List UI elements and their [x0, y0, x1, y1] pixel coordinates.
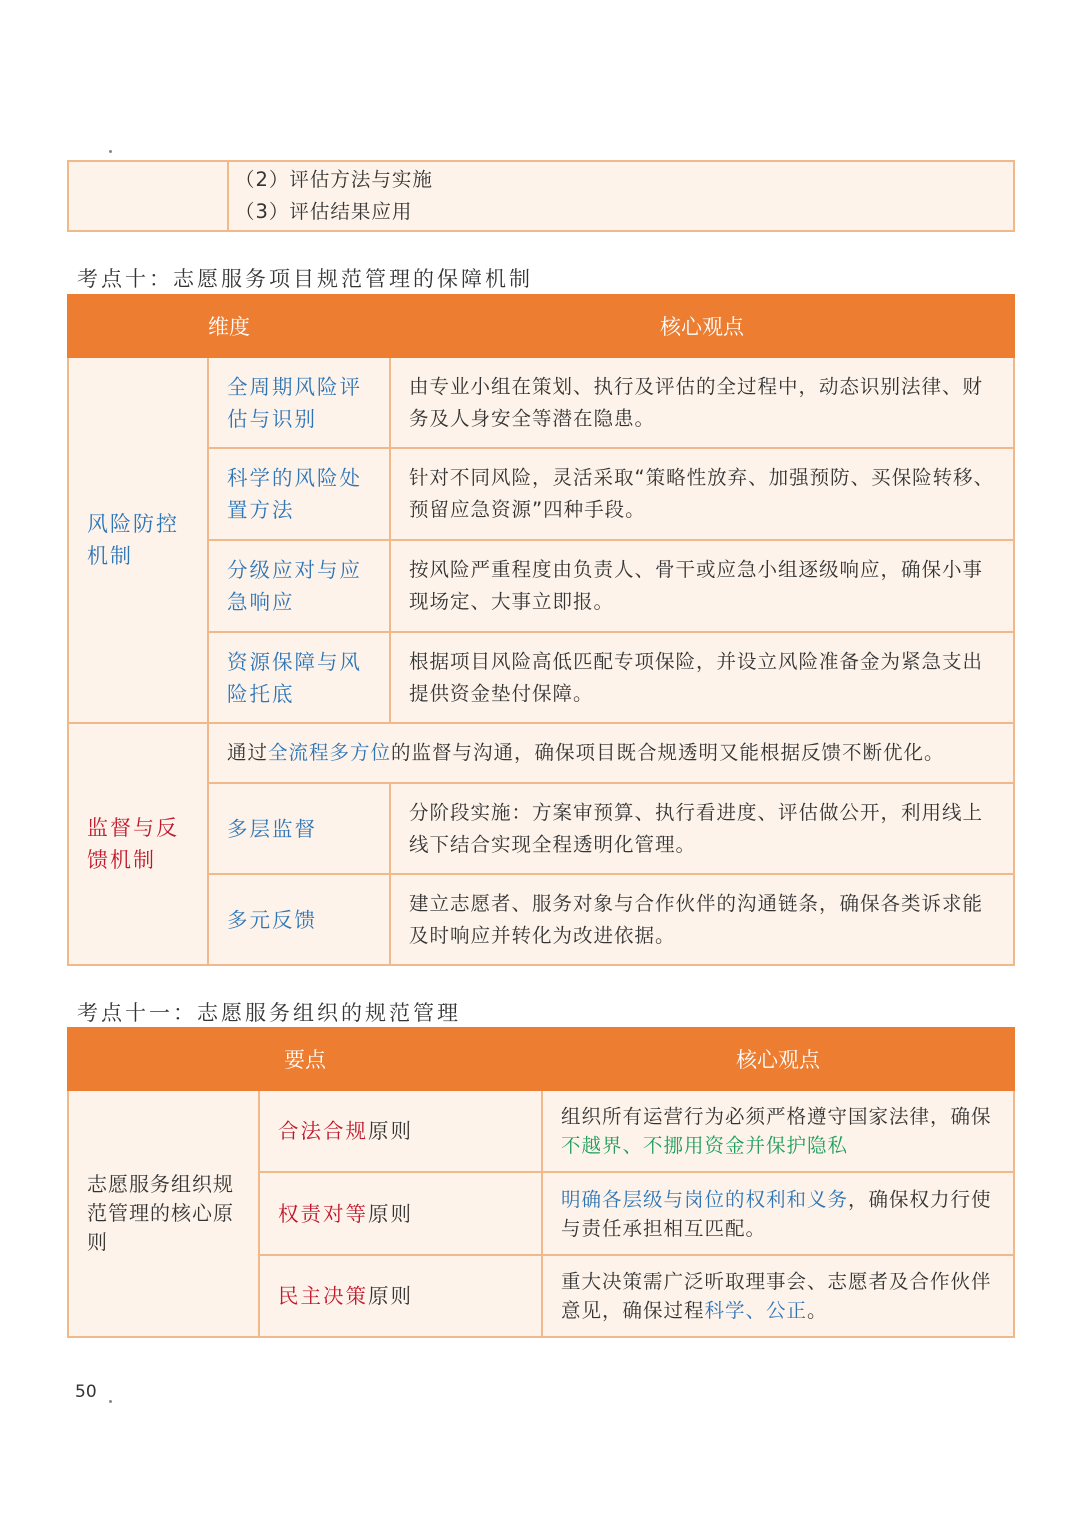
decorative-dot — [109, 150, 112, 153]
top-item: （2）评估方法与实施 — [235, 168, 433, 191]
header-core-point: 核心观点 — [542, 1028, 1014, 1090]
table-row — [68, 723, 1014, 783]
risk-group-label: 风险防控机制 — [68, 357, 208, 723]
supervision-intro — [208, 723, 1014, 783]
section11-header-row — [68, 1028, 1014, 1090]
top-table — [67, 160, 1015, 232]
point-cell: 分阶段实施：方案审预算、执行看进度、评估做公开，利用线上线下结合实现全程透明化管理。 — [390, 783, 1014, 874]
intro-text: 的监督与沟通，确保项目既合规透明又能根据反馈不断优化。 — [391, 741, 945, 764]
principle-suffix: 原则 — [368, 1284, 413, 1308]
table-row — [68, 1090, 1014, 1172]
table-row — [68, 540, 1014, 632]
section11-table — [67, 1027, 1015, 1338]
point-cell: 根据项目风险高低匹配专项保险，并设立风险准备金为紧急支出提供资金垫付保障。 — [390, 632, 1014, 723]
supervision-group-label: 监督与反馈机制 — [68, 723, 208, 965]
intro-highlight: 全流程多方位 — [268, 741, 392, 764]
dimension-cell: 多元反馈 — [208, 874, 390, 965]
point-text: 组织所有运营行为必须严格遵守国家法律，确保 — [561, 1105, 992, 1128]
header-dimension: 维度 — [68, 295, 390, 357]
point-highlight: 不越界、不挪用资金并保护隐私 — [561, 1134, 849, 1157]
point-cell: 建立志愿者、服务对象与合作伙伴的沟通链条，确保各类诉求能及时响应并转化为改进依据。 — [390, 874, 1014, 965]
dimension-cell: 全周期风险评估与识别 — [208, 357, 390, 448]
point-cell: 由专业小组在策划、执行及评估的全过程中，动态识别法律、财务及人身安全等潜在隐患。 — [390, 357, 1014, 448]
point-cell: 按风险严重程度由负责人、骨干或应急小组逐级响应，确保小事现场定、大事立即报。 — [390, 540, 1014, 632]
dimension-cell: 分级应对与应急响应 — [208, 540, 390, 632]
principle-suffix: 原则 — [368, 1119, 413, 1143]
point-text: 。 — [807, 1299, 828, 1322]
point-text: ，确保权力行使与责任承担相互匹配。 — [561, 1187, 992, 1240]
page-number: 50 — [75, 1382, 97, 1402]
dimension-cell: 科学的风险处置方法 — [208, 448, 390, 540]
principle-highlight: 合法合规 — [278, 1119, 368, 1143]
section10-table — [67, 294, 1015, 966]
section10-title: 考点十：志愿服务项目规范管理的保障机制 — [77, 267, 533, 291]
table-row — [68, 632, 1014, 723]
point-cell — [542, 1255, 1014, 1337]
point-text: 重大决策需广泛听取理事会、志愿者及合作伙伴意见，确保过程 — [561, 1270, 992, 1322]
header-key-point: 要点 — [68, 1028, 542, 1090]
table-row — [68, 783, 1014, 874]
point-highlight: 明确各层级与岗位的权利和义务 — [561, 1187, 849, 1211]
principle-cell — [259, 1090, 542, 1172]
section11-title: 考点十一：志愿服务组织的规范管理 — [77, 1001, 461, 1025]
top-table-empty-cell — [68, 161, 228, 231]
dimension-cell: 多层监督 — [208, 783, 390, 874]
top-item: （3）评估结果应用 — [235, 200, 413, 223]
intro-text: 通过 — [227, 741, 269, 764]
dimension-cell: 资源保障与风险托底 — [208, 632, 390, 723]
principles-group-label: 志愿服务组织规范管理的核心原则 — [68, 1090, 259, 1337]
point-cell: 针对不同风险，灵活采取“策略性放弃、加强预防、买保险转移、预留应急资源”四种手段。 — [390, 448, 1014, 540]
decorative-dot — [109, 1400, 112, 1403]
top-table-items-cell — [228, 161, 1014, 231]
principle-cell — [259, 1172, 542, 1255]
point-cell — [542, 1090, 1014, 1172]
principle-highlight: 权责对等 — [278, 1201, 368, 1226]
header-core-point: 核心观点 — [390, 295, 1014, 357]
point-cell — [542, 1172, 1014, 1255]
principle-cell — [259, 1255, 542, 1337]
principle-suffix: 原则 — [368, 1201, 413, 1226]
section10-header-row — [68, 295, 1014, 357]
table-row — [68, 874, 1014, 965]
table-row — [68, 357, 1014, 448]
table-row — [68, 448, 1014, 540]
point-highlight: 科学、公正 — [704, 1299, 808, 1322]
principle-highlight: 民主决策 — [278, 1284, 368, 1308]
